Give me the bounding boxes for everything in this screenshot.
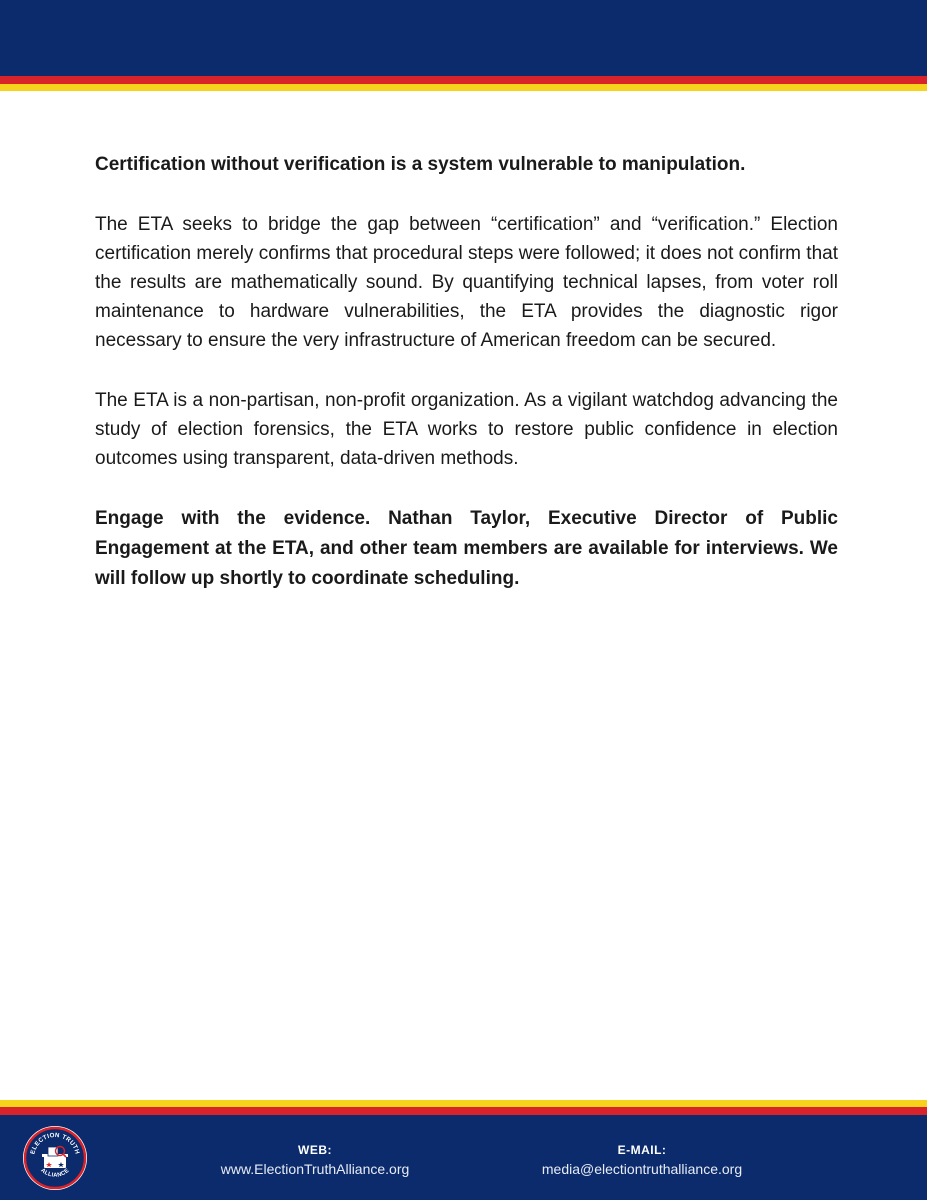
web-contact <box>200 1143 430 1179</box>
svg-text:ALLIANCE: ALLIANCE <box>39 1167 71 1179</box>
headline-paragraph: Certification without verification is a system vulnerable to manipulation. <box>95 154 746 175</box>
footer-yellow-stripe <box>0 1100 927 1107</box>
election-truth-alliance-logo <box>22 1125 88 1191</box>
email-contact <box>520 1143 764 1179</box>
email-link[interactable]: media@electiontruthalliance.org <box>541 1161 743 1177</box>
header-yellow-stripe <box>0 84 927 91</box>
web-link[interactable]: www.ElectionTruthAlliance.org <box>220 1161 410 1177</box>
document-body <box>95 150 838 594</box>
body-paragraph-organization: The ETA is a non-partisan, non-profit organization. As a vigilant watchdog advancing the study of election forensics, the ETA works to restore public confidence in election outcomes using transparent, data-driven methods. <box>95 390 838 469</box>
body-paragraph-certification: The ETA seeks to bridge the gap between “certification” and “verification.” Election certification merely confirms that procedural steps were followed; it does not confirm that the results are mathematically sound. By quantifying technical lapses, from voter roll maintenance to hardware vulnerabilities, the ETA provides the diagnostic rigor necessary to ensure the very infrastructure of American freedom can be secured. <box>95 214 838 351</box>
email-label: E-MAIL: <box>617 1143 667 1157</box>
header-band <box>0 0 927 76</box>
header-red-stripe <box>0 76 927 84</box>
footer-band <box>0 1115 927 1200</box>
footer-red-stripe <box>0 1107 927 1115</box>
web-label: WEB: <box>298 1143 332 1157</box>
svg-text:ELECTION TRUTH: ELECTION TRUTH <box>29 1131 81 1155</box>
call-to-action-paragraph: Engage with the evidence. Nathan Taylor, Executive Director of Public Engagement at the ETA, and other team members are available for interviews. We will follow up shortly to coordinate scheduling. <box>95 508 838 589</box>
